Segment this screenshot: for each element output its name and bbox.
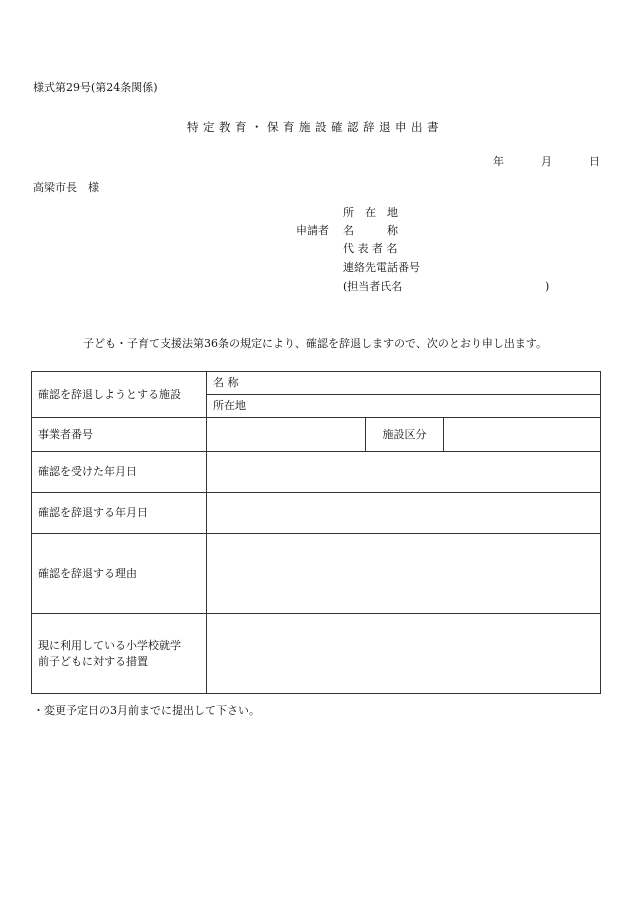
addressee: 高梁市長 様 [33,181,99,194]
document-title: 特定教育・保育施設確認辞退申出書 [187,120,443,134]
reason-field[interactable] [207,534,601,614]
form-code: 様式第29号(第24条関係) [33,81,158,94]
table-row [32,534,601,614]
contact-close-paren: ) [545,280,550,293]
facility-label-cell: 確認を辞退しようとする施設 [32,372,207,418]
table-row [32,372,601,395]
statement-text: 子ども・子育て支援法第36条の規定により、確認を辞退しますので、次のとおり申し出ます。 [83,337,547,350]
table-row [32,452,601,493]
footnote: ・変更予定日の3月前までに提出して下さい。 [33,704,260,717]
applicant-contact-label: (担当者氏名 [343,280,403,293]
table-row [32,493,601,534]
business-number-field[interactable] [207,418,366,452]
measures-label-line2: 前子どもに対する措置 [38,654,148,668]
date-month-label: 月 [541,155,552,168]
withdrawal-form-table [31,371,601,694]
date-year-label: 年 [493,155,504,168]
applicant-phone-label: 連絡先電話番号 [343,261,420,274]
applicant-label: 申請者 [296,224,329,237]
date-day-label: 日 [589,155,600,168]
facility-category-field[interactable] [444,418,601,452]
applicant-representative-label: 代 表 者 名 [343,242,398,255]
applicant-name-label: 名 称 [343,224,398,237]
applicant-address-label: 所 在 地 [343,206,398,219]
facility-address-label-cell: 所在地 [207,395,601,418]
business-number-label-cell: 事業者番号 [32,418,207,452]
facility-name-label-cell: 名 称 [207,372,601,395]
table-row [32,614,601,694]
measures-label-cell [32,614,207,694]
reason-label-cell: 確認を辞退する理由 [32,534,207,614]
confirmed-date-label-cell: 確認を受けた年月日 [32,452,207,493]
facility-category-label-cell: 施設区分 [366,418,444,452]
withdrawal-date-label-cell: 確認を辞退する年月日 [32,493,207,534]
withdrawal-date-field[interactable] [207,493,601,534]
measures-label-line1: 現に利用している小学校就学 [38,638,181,652]
table-row [32,418,601,452]
confirmed-date-field[interactable] [207,452,601,493]
measures-field[interactable] [207,614,601,694]
